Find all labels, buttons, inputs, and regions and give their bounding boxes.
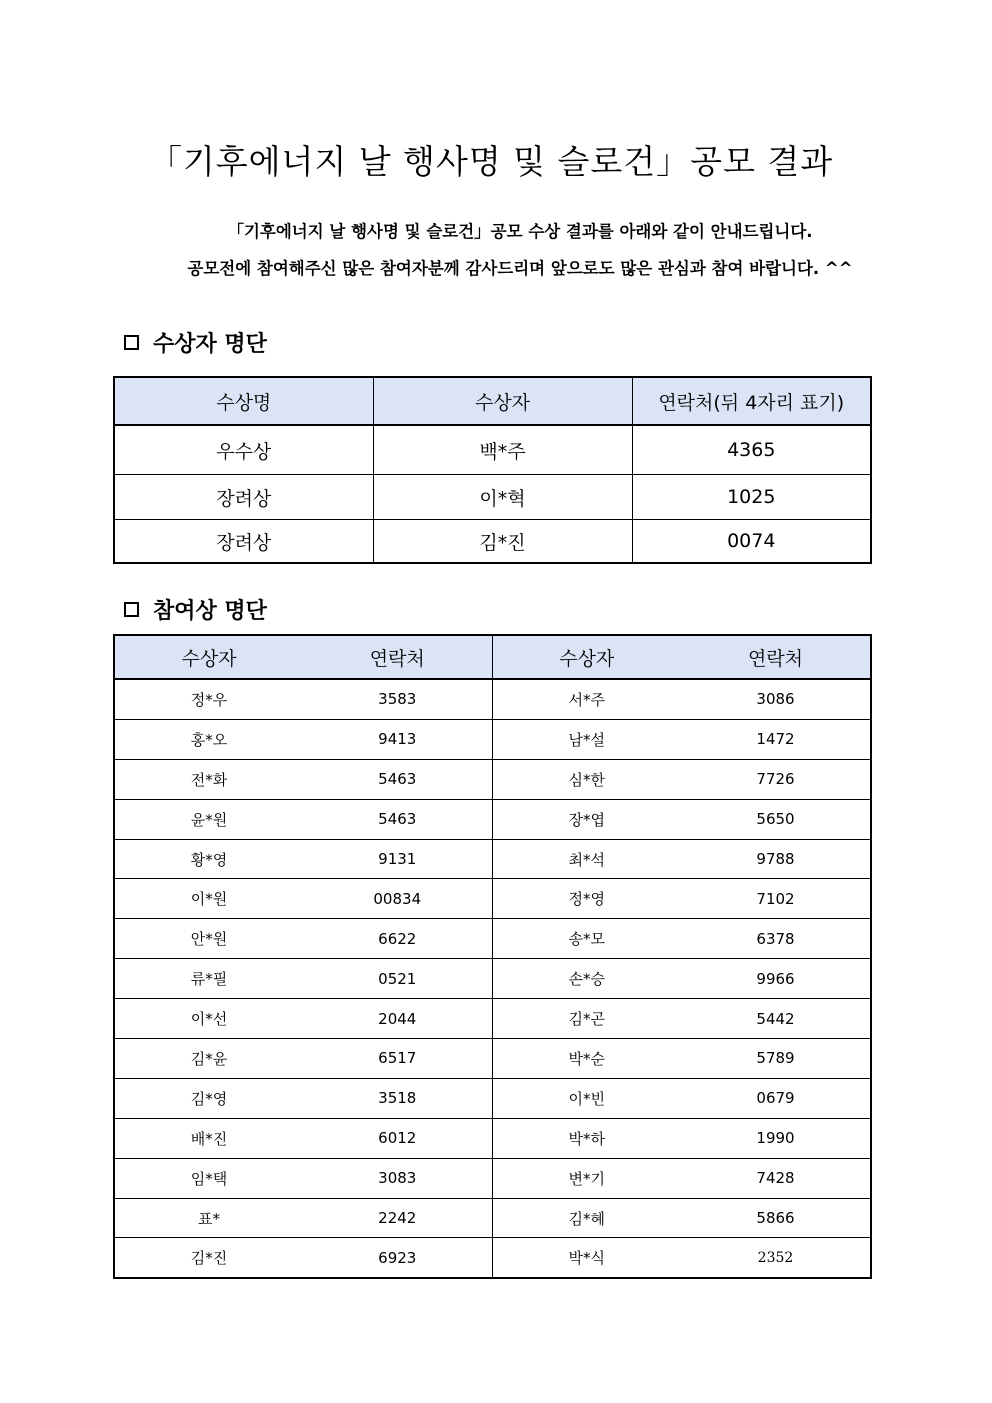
table-row — [114, 719, 871, 759]
participants-section-heading — [124, 594, 267, 625]
winner-name-cell: 이*혁 — [373, 475, 632, 520]
participants-table — [113, 634, 872, 1279]
checkbox-square-icon — [124, 335, 139, 350]
participant-name-cell: 임*택 — [114, 1158, 303, 1198]
participant-contact-cell: 3583 — [303, 679, 492, 719]
participant-contact-cell: 5463 — [303, 799, 492, 839]
participant-name-cell: 안*원 — [114, 919, 303, 959]
awards-heading-text: 수상자 명단 — [153, 332, 267, 357]
table-row — [114, 959, 871, 999]
participant-name-cell: 이*선 — [114, 999, 303, 1039]
table-row — [114, 839, 871, 879]
intro-line-1: 「기후에너지 날 행사명 및 슬로건」공모 수상 결과를 아래와 같이 안내드립니다. — [227, 222, 813, 241]
participant-name-cell: 김*혜 — [492, 1198, 681, 1238]
participant-name-cell: 서*주 — [492, 679, 681, 719]
participant-name-cell: 류*필 — [114, 959, 303, 999]
participant-contact-cell: 5650 — [681, 799, 871, 839]
participant-name-cell: 홍*오 — [114, 719, 303, 759]
participant-contact-cell: 1472 — [681, 719, 871, 759]
participant-contact-cell: 6622 — [303, 919, 492, 959]
participant-contact-cell: 6923 — [303, 1238, 492, 1278]
participant-name-cell: 송*모 — [492, 919, 681, 959]
participant-contact-cell: 9131 — [303, 839, 492, 879]
participant-name-cell: 정*우 — [114, 679, 303, 719]
winner-name-cell: 김*진 — [373, 520, 632, 564]
table-row — [114, 799, 871, 839]
contact-cell: 4365 — [632, 425, 871, 475]
participant-name-cell: 심*한 — [492, 759, 681, 799]
participant-contact-cell: 9788 — [681, 839, 871, 879]
participant-contact-cell: 3086 — [681, 679, 871, 719]
table-row — [114, 1118, 871, 1158]
page-title: 「기후에너지 날 행사명 및 슬로건」공모 결과 — [148, 142, 834, 181]
participant-name-cell: 정*영 — [492, 879, 681, 919]
participant-name-cell: 박*순 — [492, 1039, 681, 1079]
participant-contact-cell: 00834 — [303, 879, 492, 919]
awards-table — [113, 376, 872, 564]
participant-name-cell: 변*기 — [492, 1158, 681, 1198]
participant-name-cell: 김*영 — [114, 1078, 303, 1118]
participant-name-cell: 이*원 — [114, 879, 303, 919]
contact-cell: 1025 — [632, 475, 871, 520]
participant-contact-cell: 0679 — [681, 1078, 871, 1118]
participant-contact-cell: 5442 — [681, 999, 871, 1039]
column-header: 수상자 — [492, 635, 681, 679]
participant-name-cell: 장*엽 — [492, 799, 681, 839]
table-row — [114, 1158, 871, 1198]
participant-contact-cell: 0521 — [303, 959, 492, 999]
table-row — [114, 759, 871, 799]
participant-contact-cell: 2242 — [303, 1198, 492, 1238]
column-header: 연락처(뒤 4자리 표기) — [632, 377, 871, 425]
participant-name-cell: 전*화 — [114, 759, 303, 799]
participant-name-cell: 김*진 — [114, 1238, 303, 1278]
participant-name-cell: 윤*원 — [114, 799, 303, 839]
table-row — [114, 919, 871, 959]
award-name-cell: 우수상 — [114, 425, 373, 475]
table-row — [114, 1238, 871, 1278]
participant-contact-cell: 1990 — [681, 1118, 871, 1158]
participant-contact-cell: 6012 — [303, 1118, 492, 1158]
awards-section-heading — [124, 327, 267, 358]
column-header: 수상자 — [373, 377, 632, 425]
checkbox-square-icon — [124, 602, 139, 617]
participant-contact-cell: 9966 — [681, 959, 871, 999]
participant-name-cell: 김*윤 — [114, 1039, 303, 1079]
winner-name-cell: 백*주 — [373, 425, 632, 475]
table-row — [114, 425, 871, 475]
award-name-cell: 장려상 — [114, 520, 373, 564]
table-row — [114, 999, 871, 1039]
participant-contact-cell: 7726 — [681, 759, 871, 799]
participant-name-cell: 박*하 — [492, 1118, 681, 1158]
contact-cell: 0074 — [632, 520, 871, 564]
participant-name-cell: 이*빈 — [492, 1078, 681, 1118]
participant-contact-cell: 7428 — [681, 1158, 871, 1198]
awards-header-row — [114, 377, 871, 425]
award-name-cell: 장려상 — [114, 475, 373, 520]
table-row — [114, 879, 871, 919]
participant-name-cell: 표* — [114, 1198, 303, 1238]
column-header: 연락처 — [681, 635, 871, 679]
participant-contact-cell: 5866 — [681, 1198, 871, 1238]
participant-contact-cell: 5789 — [681, 1039, 871, 1079]
participant-contact-cell: 2352 — [681, 1238, 871, 1278]
participant-name-cell: 최*석 — [492, 839, 681, 879]
participant-contact-cell: 6517 — [303, 1039, 492, 1079]
column-header: 수상자 — [114, 635, 303, 679]
participant-name-cell: 김*곤 — [492, 999, 681, 1039]
participant-contact-cell: 3083 — [303, 1158, 492, 1198]
participant-contact-cell: 6378 — [681, 919, 871, 959]
table-row — [114, 475, 871, 520]
column-header: 수상명 — [114, 377, 373, 425]
participant-name-cell: 남*설 — [492, 719, 681, 759]
column-header: 연락처 — [303, 635, 492, 679]
participant-name-cell: 박*식 — [492, 1238, 681, 1278]
table-row — [114, 679, 871, 719]
participant-name-cell: 손*승 — [492, 959, 681, 999]
participant-name-cell: 배*진 — [114, 1118, 303, 1158]
table-row — [114, 1078, 871, 1118]
participant-name-cell: 황*영 — [114, 839, 303, 879]
participant-contact-cell: 3518 — [303, 1078, 492, 1118]
participants-heading-text: 참여상 명단 — [153, 599, 267, 624]
participant-contact-cell: 5463 — [303, 759, 492, 799]
participants-header-row — [114, 635, 871, 679]
participant-contact-cell: 9413 — [303, 719, 492, 759]
participant-contact-cell: 7102 — [681, 879, 871, 919]
intro-line-2: 공모전에 참여해주신 많은 참여자분께 감사드리며 앞으로도 많은 관심과 참여 바랍니다. ^^ — [187, 259, 853, 278]
table-row — [114, 520, 871, 564]
table-row — [114, 1198, 871, 1238]
table-row — [114, 1039, 871, 1079]
participant-contact-cell: 2044 — [303, 999, 492, 1039]
